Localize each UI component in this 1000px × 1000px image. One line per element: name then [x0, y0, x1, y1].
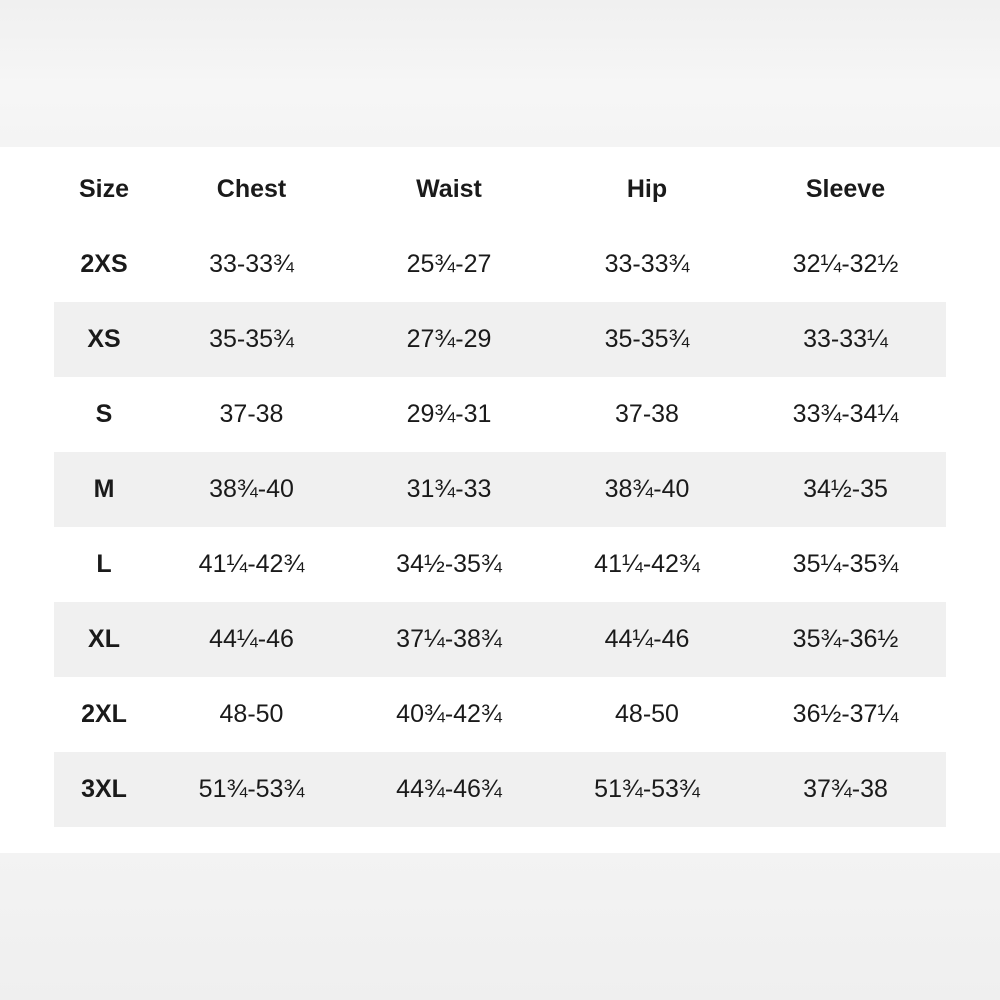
chest-cell: 51¾-53¾ — [198, 775, 305, 803]
chest-cell: 35-35¾ — [209, 325, 294, 353]
table-row — [54, 302, 946, 377]
size-cell: 2XS — [80, 250, 128, 278]
sleeve-cell: 34½-35 — [803, 475, 888, 503]
hip-cell: 41¼-42¾ — [594, 550, 700, 578]
table-row — [54, 752, 946, 827]
size-cell: M — [93, 475, 115, 503]
hip-cell: 35-35¾ — [604, 325, 690, 353]
hip-cell: 37-38 — [615, 400, 679, 428]
chest-cell: 44¼-46 — [209, 625, 294, 653]
size-cell: 2XL — [81, 700, 127, 728]
size-chart-table — [54, 151, 946, 827]
top-background-band — [0, 0, 1000, 147]
sleeve-cell: 35¼-35¾ — [792, 550, 899, 578]
hip-cell: 44¼-46 — [604, 625, 690, 653]
waist-cell: 27¾-29 — [406, 325, 492, 353]
waist-cell: 25¾-27 — [406, 250, 492, 278]
hip-cell: 33-33¾ — [604, 250, 690, 278]
sleeve-cell: 33¾-34¼ — [792, 400, 899, 428]
chest-cell: 37-38 — [219, 400, 284, 428]
hip-cell: 38¾-40 — [604, 475, 690, 503]
header-waist: Waist — [416, 174, 482, 203]
chest-cell: 48-50 — [219, 700, 284, 728]
header-hip: Hip — [626, 174, 668, 203]
size-cell: XL — [88, 625, 120, 653]
bottom-background-band — [0, 853, 1000, 1000]
size-cell: L — [96, 550, 112, 578]
chest-cell: 38¾-40 — [209, 475, 294, 503]
table-row — [54, 602, 946, 677]
table-row — [54, 677, 946, 752]
table-row — [54, 377, 946, 452]
sleeve-cell: 32¼-32½ — [792, 250, 899, 278]
sleeve-cell: 37¾-38 — [803, 775, 888, 803]
waist-cell: 40¾-42¾ — [396, 700, 502, 728]
size-cell: S — [95, 400, 113, 428]
waist-cell: 34½-35¾ — [396, 550, 502, 578]
size-chart-panel — [0, 147, 1000, 853]
waist-cell: 37¼-38¾ — [396, 625, 502, 653]
chest-cell: 41¼-42¾ — [198, 550, 305, 578]
chest-cell: 33-33¾ — [209, 250, 294, 278]
table-row — [54, 227, 946, 302]
waist-cell: 31¾-33 — [406, 475, 492, 503]
header-sleeve: Sleeve — [805, 174, 886, 203]
sleeve-cell: 35¾-36½ — [792, 625, 899, 653]
sleeve-cell: 33-33¼ — [803, 325, 888, 353]
header-size: Size — [78, 174, 130, 203]
sleeve-cell: 36½-37¼ — [792, 700, 899, 728]
table-row — [54, 452, 946, 527]
header-chest: Chest — [216, 174, 287, 203]
hip-cell: 51¾-53¾ — [594, 775, 700, 803]
waist-cell: 29¾-31 — [406, 400, 492, 428]
hip-cell: 48-50 — [615, 700, 679, 728]
size-cell: XS — [87, 325, 121, 353]
size-cell: 3XL — [81, 775, 127, 803]
table-header-row — [54, 151, 946, 227]
waist-cell: 44¾-46¾ — [396, 775, 502, 803]
table-row — [54, 527, 946, 602]
